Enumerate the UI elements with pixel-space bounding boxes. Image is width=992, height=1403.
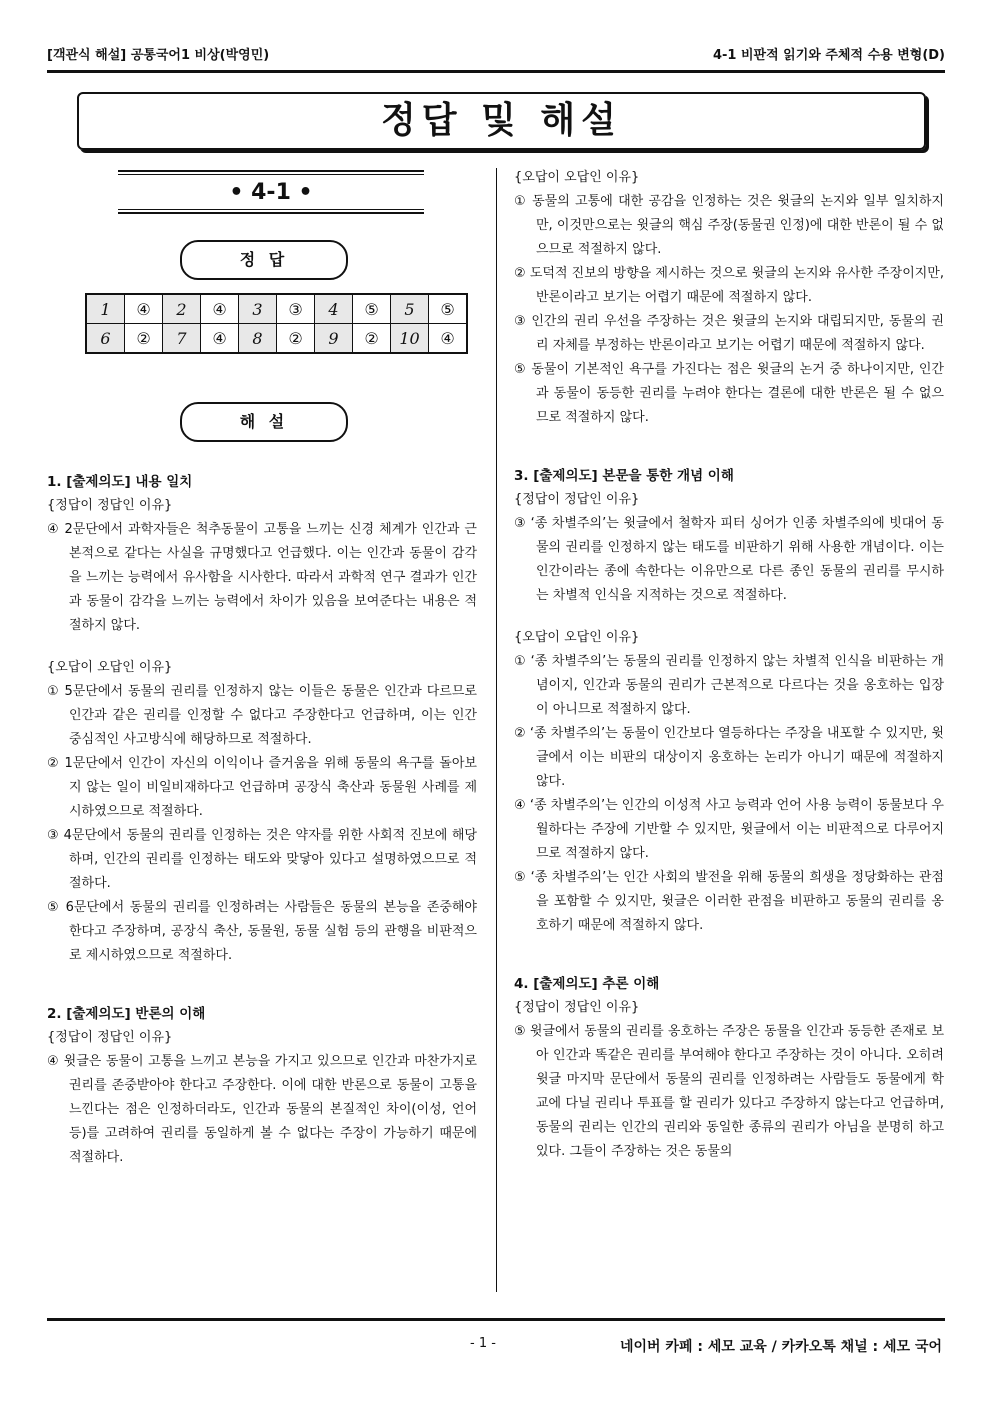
question-number: 5 [391,294,429,324]
left-column [47,470,477,1170]
answer-row [86,294,467,324]
header-left: [객관식 해설] 공통국어1 비상(박영민) [47,48,270,63]
q3-wrong-item: ① ‘종 차별주의’는 동물의 권리를 인정하지 않는 차별적 인식을 비판하는 개념이지, 인간과 동물의 권리가 근본적으로 다르다는 것을 옹호하는 입장이 아니므로 적절하지 않다. [514,654,944,717]
question-number: 8 [239,324,277,354]
section-title: • 4-1 • [229,180,313,205]
q1-heading: 1. [출제의도] 내용 일치 [47,474,193,490]
answer-value: ⑤ [353,294,391,324]
question-number: 2 [163,294,201,324]
answer-row [86,324,467,354]
question-number: 4 [315,294,353,324]
column-divider [496,168,497,1292]
q3-wrong-item: ⑤ ‘종 차별주의’는 인간 사회의 발전을 위해 동물의 희생을 정당화하는 관점을 포함할 수 있지만, 윗글은 이러한 관점을 비판하고 동물의 권리를 옹호하기 때문에 적절하지 않다. [514,870,944,933]
answer-label: 정 답 [180,240,348,280]
q3-wrong-item: ④ ‘종 차별주의’는 인간의 이성적 사고 능력과 언어 사용 능력이 동물보다 우월하다는 주장에 기반할 수 있지만, 윗글에서 이는 비판적으로 다루어지므로 적절하지 않다. [514,798,944,861]
section-bottom-rule [118,209,424,214]
answer-table [85,293,468,354]
q2-correct-label: {정답이 정답인 이유} [47,1030,173,1045]
page-title: 정답 및 해설 [381,100,622,141]
answer-value: ② [353,324,391,354]
q2-wrong-label: {오답이 오답인 이유} [514,170,640,185]
q3-heading: 3. [출제의도] 본문을 통한 개념 이해 [514,468,734,484]
question-number: 1 [86,294,125,324]
answer-value: ② [277,324,315,354]
title-box [77,92,926,150]
q2-correct: ④ 윗글은 동물이 고통을 느끼고 본능을 가지고 있으므로 인간과 마찬가지로 권리를 존중받아야 한다고 주장한다. 이에 대한 반론으로 동물이 고통을 느낀다는 점은 인정하더라도, 인간과 동물의 본질적인 차이(이성, 언어 등)를 고려하여 권리를 동일하게 볼 수 없다는 주장이 가능하기 때문에 적절하다. [47,1054,477,1165]
q2-wrong-item: ① 동물의 고통에 대한 공감을 인정하는 것은 윗글의 논지와 일부 일치하지만, 이것만으로는 윗글의 핵심 주장(동물권 인정)에 대한 반론이 될 수 없으므로 적절하지 않다. [514,194,944,257]
explain-label: 해 설 [180,402,348,442]
question-number: 10 [391,324,429,354]
answer-value: ⑤ [429,294,468,324]
q1-correct: ④ 2문단에서 과학자들은 척추동물이 고통을 느끼는 신경 체계가 인간과 근본적으로 같다는 사실을 규명했다고 언급했다. 이는 인간과 동물이 감각을 느끼는 능력에서 유사함을 시사한다. 따라서 과학적 연구 결과가 인간과 동물이 감각을 느끼는 능력에서 차이가 있음을 보여준다는 내용은 적절하지 않다. [47,522,477,633]
answer-value: ④ [201,294,239,324]
q1-wrong-label: {오답이 오답인 이유} [47,660,173,675]
q1-wrong-item: ② 1문단에서 인간이 자신의 이익이나 즐거움을 위해 동물의 욕구를 돌아보지 않는 일이 비일비재하다고 언급하며 공장식 축산과 동물원 사례를 제시하였으므로 적절하다. [47,756,477,819]
q2-heading: 2. [출제의도] 반론의 이해 [47,1006,206,1022]
q4-correct: ⑤ 윗글에서 동물의 권리를 옹호하는 주장은 동물을 인간과 동등한 존재로 보아 인간과 똑같은 권리를 부여해야 한다고 주장하는 것이 아니다. 오히려 윗글 마지막 문단에서 동물의 권리를 인정하려는 사람들도 동물에게 학교에 다닐 권리나 투표를 할 권리가 있다고 주장하지 않는다고 언급하며, 동물의 권리는 인간의 권리와 동일한 종류의 권리가 아님을 분명히 하고 있다. 그들이 주장하는 것은 동물의 [514,1024,944,1159]
q2-wrong-item: ③ 인간의 권리 우선을 주장하는 것은 윗글의 논지와 대립되지만, 동물의 권리 자체를 부정하는 반론이라고 보기는 어렵기 때문에 적절하지 않다. [514,314,944,353]
q4-correct-label: {정답이 정답인 이유} [514,1000,640,1015]
q3-wrong-label: {오답이 오답인 이유} [514,630,640,645]
answer-value: ④ [125,294,163,324]
q1-wrong-item: ⑤ 6문단에서 동물의 권리를 인정하려는 사람들은 동물의 본능을 존중해야 한다고 주장하며, 공장식 축산, 동물원, 동물 실험 등의 관행을 비판적으로 제시하였으므로 적절하다. [47,900,477,963]
header-rule [47,70,945,73]
footer-rule [47,1318,945,1321]
question-number: 7 [163,324,201,354]
answer-value: ④ [429,324,468,354]
question-number: 9 [315,324,353,354]
q1-wrong-item: ① 5문단에서 동물의 권리를 인정하지 않는 이들은 동물은 인간과 다르므로 인간과 같은 권리를 인정할 수 없다고 주장한다고 언급하며, 이는 인간 중심적인 사고방식에 해당하므로 적절하다. [47,684,477,747]
q2-wrong-item: ⑤ 동물이 기본적인 욕구를 가진다는 점은 윗글의 논거 중 하나이지만, 인간과 동물이 동등한 권리를 누려야 한다는 결론에 대한 반론은 될 수 없으므로 적절하지 않다. [514,362,944,425]
q3-correct: ③ ‘종 차별주의’는 윗글에서 철학자 피터 싱어가 인종 차별주의에 빗대어 동물의 권리를 인정하지 않는 태도를 비판하기 위해 사용한 개념이다. 이는 인간이라는 종에 속한다는 이유만으로 다른 종인 동물의 권리를 무시하는 차별적 인식을 지적하는 것으로 적절하다. [514,516,944,603]
header-right: 4-1 비판적 읽기와 주체적 수용 변형(D) [712,48,945,63]
right-column [514,166,944,1164]
answer-value: ③ [277,294,315,324]
q3-correct-label: {정답이 정답인 이유} [514,492,640,507]
page-number: - 1 - [470,1336,496,1351]
section-top-rule [118,170,424,175]
answer-value: ② [125,324,163,354]
answer-value: ④ [201,324,239,354]
q4-heading: 4. [출제의도] 추론 이해 [514,976,660,992]
q1-correct-label: {정답이 정답인 이유} [47,498,173,513]
q2-wrong-item: ② 도덕적 진보의 방향을 제시하는 것으로 윗글의 논지와 유사한 주장이지만, 반론이라고 보기는 어렵기 때문에 적절하지 않다. [514,266,944,305]
question-number: 6 [86,324,125,354]
footer-channel: 네이버 카페 : 세모 교육 / 카카오톡 채널 : 세모 국어 [619,1339,942,1355]
q1-wrong-item: ③ 4문단에서 동물의 권리를 인정하는 것은 약자를 위한 사회적 진보에 해당하며, 인간의 권리를 인정하는 태도와 맞닿아 있다고 설명하였으므로 적절하다. [47,828,477,891]
question-number: 3 [239,294,277,324]
q3-wrong-item: ② ‘종 차별주의’는 동물이 인간보다 열등하다는 주장을 내포할 수 있지만, 윗글에서 이는 비판의 대상이지 옹호하는 논리가 아니기 때문에 적절하지 않다. [514,726,944,789]
page-header [47,44,945,64]
